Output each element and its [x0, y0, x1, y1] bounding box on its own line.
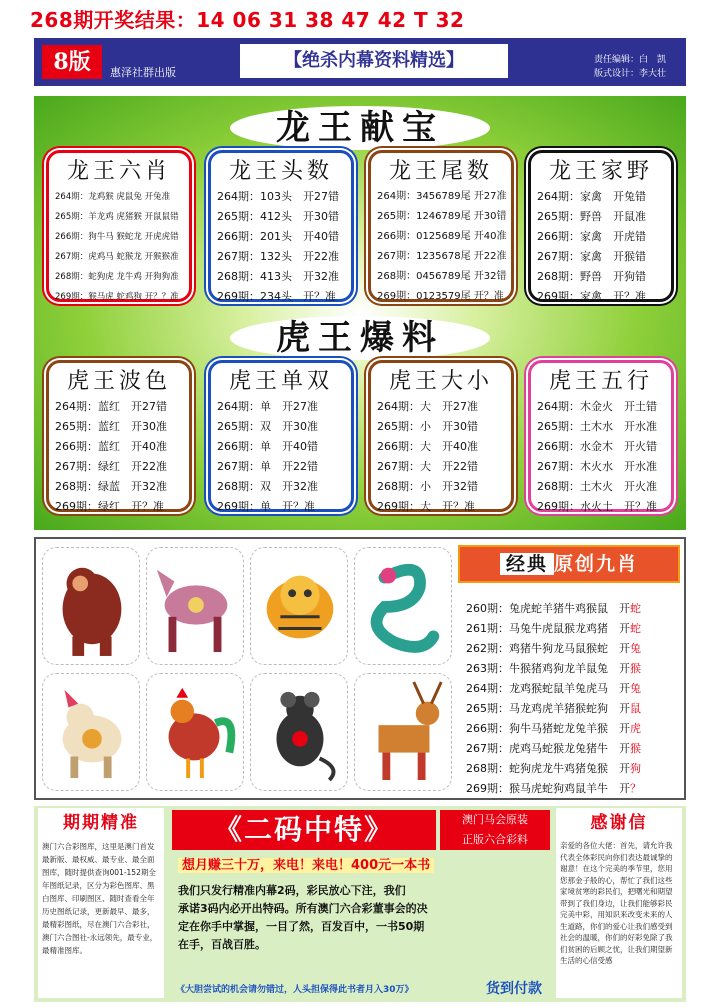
publisher-label: 惠泽社群出版	[110, 66, 176, 79]
right-column-text: 亲爱的各位大佬：首先，请允许我代表全体彩民向你们表达最诚挚的谢意！在这个完美的季节里，您用您那金子般的心，帮忙了我们这些家境贫寒的彩民们，把曙光和期望带到了我们身边，让我们能够彩民完美中彩，用知识来改变未来的人生道路，你们的爱心让我们感受到社会的温暖，你们的好彩免除了我们贫困的后顾之忧，让我们期望新生活的心信受感	[560, 841, 673, 965]
card-tiger-odd-even	[208, 360, 354, 512]
zodiac-row-result: 蛇	[630, 602, 641, 615]
card-row: 265期：412头 开30错	[217, 210, 339, 223]
card-title: 龙王家野	[548, 159, 653, 184]
macau-line-2: 正版六合彩料	[462, 833, 528, 846]
zodiac-row-text: 265期：马龙鸡虎羊猪猴蛇狗 开	[466, 702, 630, 715]
zodiac-row	[466, 699, 641, 719]
card-title: 虎王五行	[548, 369, 653, 394]
card-title: 虎王波色	[66, 369, 171, 394]
card-title: 龙王尾数	[388, 159, 493, 184]
card-row: 266期：单 开40错	[217, 440, 318, 453]
rat-illustration	[250, 673, 348, 791]
card-row: 267期：132头 开22准	[217, 250, 339, 263]
zodiac-row-result: 猴	[630, 662, 641, 675]
goat-illustration	[354, 673, 452, 791]
card-row: 269期：234头 开？准	[217, 290, 336, 303]
card-dragon-domestic-wild	[528, 150, 674, 302]
left-column-text: 澳门六合彩图库，这里是澳门首发最新版、最权威、最专业、最全面图库，随时提供查询001-152期全年图纸记录，区分为彩色图库、黑白图库、印刷图区、随时查看全年历史图纸记录，更新最早、最多，最精彩图纸，尽在澳门六合彩社，澳门六合图社-永远领先，最专业，最精准图库。	[42, 842, 158, 955]
zodiac-row	[466, 739, 641, 759]
card-row: 267期：虎鸡马 蛇猴龙 开猴猴准	[55, 252, 179, 262]
card-row: 268期：野兽 开狗错	[537, 270, 646, 283]
card-row: 268期：0456789尾 开32错	[377, 271, 507, 282]
draw-result-line: 268期开奖结果：14 06 31 38 47 42 T 32	[30, 8, 465, 32]
card-row: 265期：羊龙鸡 虎猪猴 开鼠鼠错	[55, 212, 179, 222]
zodiac-panel	[34, 537, 686, 800]
card-row: 266期：家禽 开虎错	[537, 230, 646, 243]
card-row: 266期：201头 开40错	[217, 230, 339, 243]
card-row: 266期：0125689尾 开40准	[377, 231, 507, 242]
card-row: 264期：龙鸡猴 虎鼠兔 开兔准	[55, 192, 171, 202]
tiger-banner: 虎王爆料	[230, 316, 490, 360]
card-row: 265期：野兽 开鼠准	[537, 210, 646, 223]
body-line: 定在你手中掌握，一目了然，百发百中，一书50期	[178, 920, 425, 933]
dragon-banner: 龙王献宝	[230, 106, 490, 150]
card-row: 265期：蓝红 开30准	[55, 420, 167, 433]
zodiac-row-result: 猴	[630, 742, 641, 755]
card-title: 虎王大小	[388, 369, 493, 394]
card-row: 267期：木火水 开水准	[537, 460, 657, 473]
zodiac-row-text: 264期：龙鸡猴蛇鼠羊兔虎马 开	[466, 682, 630, 695]
card-row: 265期：双 开30准	[217, 420, 318, 433]
zodiac-header-main: 原创九肖	[554, 553, 639, 575]
body-line: 我们只发行精准内幕2码，彩民放心下注，我们	[178, 884, 406, 897]
card-dragon-head-number	[208, 150, 354, 302]
card-row: 264期：木金火 开土错	[537, 400, 657, 413]
card-row: 265期：土木水 开水准	[537, 420, 657, 433]
zodiac-row	[466, 619, 641, 639]
card-row: 269期：大 开？准	[377, 500, 475, 513]
card-dragon-six-zodiac	[46, 150, 192, 302]
zodiac-row-result: 鼠	[630, 702, 641, 715]
card-row: 266期：狗牛马 猴蛇龙 开虎虎错	[55, 232, 179, 242]
right-letter-column	[556, 808, 682, 998]
zodiac-row	[466, 679, 641, 699]
zodiac-row-text: 262期：鸡猪牛狗龙马鼠猴蛇 开	[466, 642, 630, 655]
card-row: 267期：单 开22错	[217, 460, 318, 473]
zodiac-header	[458, 545, 680, 583]
card-title: 虎王单双	[228, 369, 333, 394]
zodiac-row-text: 263期：牛猴猪鸡狗龙羊鼠兔 开	[466, 662, 630, 675]
card-row: 267期：1235678尾 开22准	[377, 251, 507, 262]
tiger-illustration	[250, 547, 348, 665]
card-row: 269期：0123579尾 开？准	[377, 291, 504, 302]
zodiac-row-text: 260期：兔虎蛇羊猪牛鸡猴鼠 开	[466, 602, 630, 615]
card-dragon-tail-number	[368, 150, 514, 302]
card-row: 264期：蓝红 开27错	[55, 400, 167, 413]
macau-label-box	[440, 810, 550, 850]
card-row: 269期：猴马虎 蛇鸡狗 开？？准	[55, 292, 179, 302]
zodiac-row-result: ？	[630, 782, 641, 795]
card-row: 268期：双 开32准	[217, 480, 318, 493]
card-tiger-five-elements	[528, 360, 674, 512]
zodiac-row-result: 兔	[630, 642, 641, 655]
card-row: 268期：小 开32错	[377, 480, 478, 493]
slogan-text: 想月赚三十万，来电！来电！400元一本书	[178, 858, 434, 873]
card-row: 266期：大 开40准	[377, 440, 478, 453]
left-column-title: 期期精准	[63, 813, 139, 833]
card-row: 268期：蛇狗虎 龙牛鸡 开狗狗准	[55, 272, 179, 282]
card-row: 269期：家禽 开？准	[537, 290, 646, 303]
body-line: 在手，百战百胜。	[178, 938, 266, 951]
card-row: 266期：蓝红 开40准	[55, 440, 167, 453]
card-row: 268期：413头 开32准	[217, 270, 339, 283]
card-row: 265期：小 开30错	[377, 420, 478, 433]
editor-credit: 责任编辑：白 凯	[594, 55, 667, 65]
zodiac-row	[466, 719, 641, 739]
zodiac-row-text: 267期：虎鸡马蛇猴龙兔猪牛 开	[466, 742, 630, 755]
zodiac-row-result: 蛇	[630, 622, 641, 635]
horse-illustration	[146, 547, 244, 665]
card-title: 龙王头数	[228, 159, 333, 184]
body-line: 承诺3码内必开出特码。所有澳门六合彩董事会的决	[178, 902, 428, 915]
zodiac-header-prefix: 经典	[500, 553, 554, 575]
dog-illustration	[42, 673, 140, 791]
card-row: 264期：103头 开27错	[217, 190, 339, 203]
card-row: 266期：水金木 开火错	[537, 440, 657, 453]
card-row: 267期：大 开22错	[377, 460, 478, 473]
zodiac-row	[466, 759, 641, 779]
zodiac-row	[466, 779, 641, 799]
right-column-title: 感谢信	[590, 813, 648, 833]
footer-note: 《大胆尝试的机会请勿错过，人头担保得此书者月入30万》	[176, 985, 414, 995]
card-row: 265期：1246789尾 开30错	[377, 211, 507, 222]
card-row: 264期：大 开27准	[377, 400, 478, 413]
card-title: 龙王六肖	[66, 159, 171, 184]
advert-panel	[34, 806, 686, 1002]
zodiac-row-result: 狗	[630, 762, 641, 775]
card-tiger-wave-color	[46, 360, 192, 512]
zodiac-row-text: 268期：蛇狗虎龙牛鸡猪兔猴 开	[466, 762, 630, 775]
card-row: 264期：单 开27准	[217, 400, 318, 413]
card-tiger-big-small	[368, 360, 514, 512]
zodiac-row-text: 269期：猴马虎蛇狗鸡鼠羊牛 开	[466, 782, 630, 795]
card-row: 267期：家禽 开猴错	[537, 250, 646, 263]
designer-credit: 版式设计：李大壮	[594, 69, 667, 79]
edition-badge: 8版	[42, 45, 102, 79]
two-code-banner: 《二码中特》	[172, 810, 436, 850]
card-row: 269期：绿红 开？准	[55, 500, 164, 513]
header-title: 【绝杀内幕资料精选】	[240, 44, 508, 78]
page-header	[34, 38, 686, 86]
zodiac-row-result: 虎	[630, 722, 641, 735]
card-row: 269期：单 开？准	[217, 500, 315, 513]
rooster-illustration	[146, 673, 244, 791]
card-row: 264期：家禽 开兔错	[537, 190, 646, 203]
zodiac-row-result: 兔	[630, 682, 641, 695]
cash-on-delivery-label: 货到付款	[486, 981, 542, 997]
zodiac-row-text: 266期：狗牛马猪蛇龙兔羊猴 开	[466, 722, 630, 735]
zodiac-row	[466, 659, 641, 679]
monkey-illustration	[42, 547, 140, 665]
card-row: 264期：3456789尾 开27准	[377, 191, 507, 202]
center-advert	[168, 806, 552, 1002]
zodiac-row	[466, 599, 641, 619]
prediction-panel	[34, 96, 686, 530]
slogan	[178, 854, 548, 874]
snake-illustration	[354, 547, 452, 665]
macau-line-1: 澳门马会原装	[462, 813, 528, 826]
card-row: 268期：土木火 开火准	[537, 480, 657, 493]
card-row: 267期：绿红 开22准	[55, 460, 167, 473]
card-row: 269期：水火土 开？准	[537, 500, 657, 513]
left-info-column	[38, 808, 164, 998]
zodiac-row	[466, 639, 641, 659]
card-row: 268期：绿蓝 开32准	[55, 480, 167, 493]
zodiac-row-text: 261期：马兔牛虎鼠猴龙鸡猪 开	[466, 622, 630, 635]
